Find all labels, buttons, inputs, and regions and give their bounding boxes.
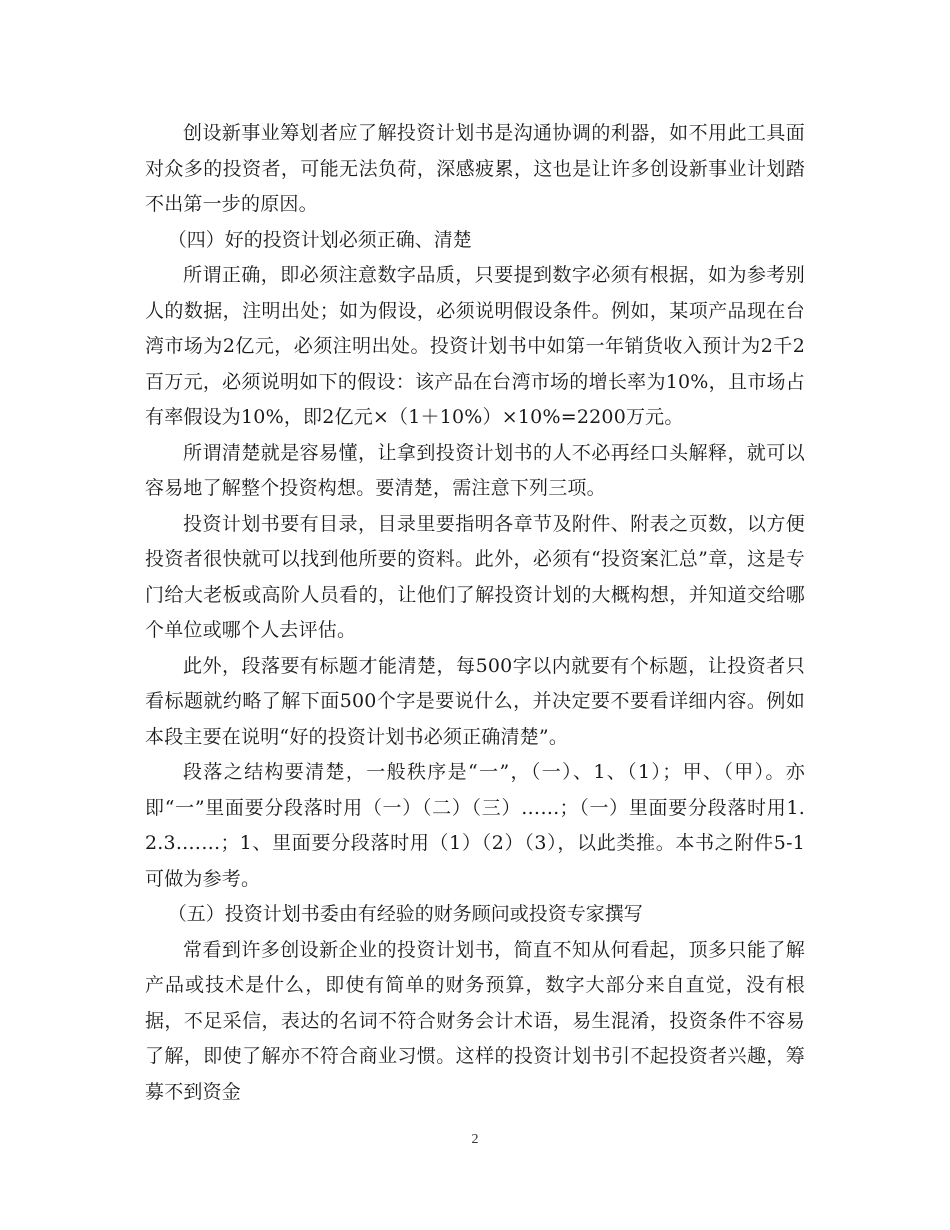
paragraph-3: 所谓清楚就是容易懂，让拿到投资计划书的人不必再经口头解释，就可以容易地了解整个投资构想。要清楚，需注意下列三项。 — [145, 441, 805, 499]
paragraph-6: 段落之结构要清楚，一般秩序是“一”，（一）、1、（1）；甲、（甲）。亦即“一”里面要分段落时用（一）（二）（三）……；（一）里面要分段落时用1.2.3.……；1、里面要分段落时用（1）（2）（3），以此类推。本书之附件5-1可做为参考。 — [145, 761, 805, 890]
paragraph-4: 投资计划书要有目录，目录里要指明各章节及附件、附表之页数，以方便投资者很快就可以找到他所要的资料。此外，必须有“投资案汇总”章，这是专门给大老板或高阶人员看的，让他们了解投资计划的大概构想，并知道交给哪个单位或哪个人去评估。 — [145, 512, 805, 641]
page-number: 2 — [471, 1132, 479, 1147]
section-heading-4: （四）好的投资计划必须正确、清楚 — [167, 228, 472, 251]
document-body — [145, 116, 805, 1110]
paragraph-1: 创设新事业筹划者应了解投资计划书是沟通协调的利器，如不用此工具面对众多的投资者，可能无法负荷，深感疲累，这也是让许多创设新事业计划踏不出第一步的原因。 — [145, 122, 805, 215]
paragraph-5: 此外，段落要有标题才能清楚，每500字以内就要有个标题，让投资者只看标题就约略了解下面500个字是要说什么，并决定要不要看详细内容。例如本段主要在说明“好的投资计划书必须正确清楚”。 — [145, 654, 805, 748]
paragraph-7: 常看到许多创设新企业的投资计划书，简直不知从何看起，顶多只能了解产品或技术是什么，即使有简单的财务预算，数字大部分来自直觉，没有根据，不足采信，表达的名词不符合财务会计术语，易生混淆，投资条件不容易了解，即使了解亦不符合商业习惯。这样的投资计划书引不起投资者兴趣，筹募不到资金 — [145, 938, 805, 1103]
section-heading-5: （五）投资计划书委由有经验的财务顾问或投资专家撰写 — [167, 903, 643, 925]
paragraph-2: 所谓正确，即必须注意数字品质，只要提到数字必须有根据，如为参考别人的数据，注明出处；如为假设，必须说明假设条件。例如，某项产品现在台湾市场为2亿元，必须注明出处。投资计划书中如第一年销货收入预计为2千2百万元，必须说明如下的假设：该产品在台湾市场的增长率为10%，且市场占有率假设为10%，即2亿元×（1＋10%）×10%=2200万元。 — [145, 264, 805, 428]
